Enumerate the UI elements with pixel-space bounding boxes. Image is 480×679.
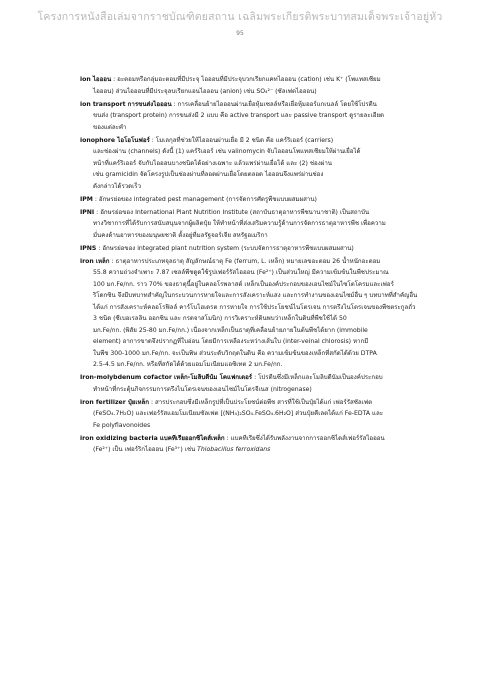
entry-continuation: หน้าที่แคร์ริเออร์ จับกับไอออนบางชนิดได้อย่างเฉพาะ แล้วแพร่ผ่านเยื่อได้ และ (2) ช่องผ่าน (93, 159, 332, 167)
entry-continuation: ไอออน) ส่วนไอออนที่มีประจุลบเรียกแอนไอออน (anion) เช่น SO₄²⁻ (ซัลเฟตไอออน) (93, 87, 317, 95)
entry-term: iron oxidizing bacteria แบคทีเรียออกซิไดส์เหล็ก (80, 434, 225, 442)
glossary-entry-iron-oxidizing-bacteria (80, 433, 450, 456)
entry-continuation: ของแต่ละคำ (93, 123, 127, 131)
entry-continuation: มก.Fe/กก. (พิสัย 25-80 มก.Fe/กก.) เนื่องจากเหล็กเป็นธาตุที่เคลื่อนย้ายภายในต้นพืชได้ยาก (immobile (93, 326, 368, 334)
entry-continuation: เช่น gramicidin จัดโครงรูปเป็นช่องผ่านที่ลอดผ่านเยื่อโดยตลอด ไอออนจึงแพร่ผ่านช่อง (93, 171, 324, 178)
entry-definition: : อะตอมหรือกลุ่มอะตอมที่มีประจุ ไอออนที่มีประจุบวกเรียกแคทไอออน (cation) เช่น K⁺ (โพแทสเซียม (113, 76, 381, 83)
entry-continuation: 2.5-4.5 มก.Fe/กก. หรือที่สกัดได้ด้วยแอมโมเนียมแอซิเทต 2 มก.Fe/กก. (93, 361, 283, 368)
entry-continuation: element) อาการขาดจึงปรากฏที่ใบอ่อน โดยมีการเหลืองระหว่างเส้นใบ (inter-veinal chlorosis) หากมี (93, 338, 369, 345)
glossary-entry-iron-molybdenum-cofactor (80, 372, 450, 395)
entry-definition: : ธาตุอาหารประเภทจุลธาตุ สัญลักษณ์ธาตุ Fe (ferrum, L. เหล็ก) หมายเลขอะตอม 26 น้ำหนักอะตอม (111, 257, 381, 265)
entry-term: IPM (80, 195, 93, 203)
entry-definition: : อักษรย่อของ integrated pest management (การจัดการศัตรูพืชแบบผสมผสาน) (94, 195, 317, 203)
entry-continuation: ในพืช 300-1000 มก.Fe/กก. จะเป็นพิษ ส่วนระดับวิกฤตในดิน คือ ความเข้มข้นของเหล็กที่สกัดได้ด้วย DTPA (93, 349, 377, 357)
entry-definition: : สารประกอบซึ่งมีเหล็กรูปที่เป็นประโยชน์ต่อพืช สารที่ใช้เป็นปุ๋ยได้แก่ เฟอร์รัสซัลเฟต (150, 398, 373, 406)
glossary-entry-iron-fertilizer (80, 397, 450, 432)
glossary-entry-ipm (80, 194, 450, 206)
entry-definition: : อักษรย่อของ International Plant Nutrition Institute (สถาบันธาตุอาหารพืชนานาชาติ) เป็นสถาบัน (96, 208, 370, 216)
entry-term: ionophore ไอโอโนฟอร์ (80, 136, 150, 144)
glossary-entry-ion-transport (80, 99, 450, 134)
entry-term: iron เหล็ก (80, 257, 110, 265)
entry-continuation: 100 มก.Fe/กก. ราว 70% ของธาตุนี้อยู่ในคลอโรพลาสต์ เหล็กเป็นองค์ประกอบของเอนไซม์ในไซโตโครมและเฟอร์ (93, 280, 394, 288)
glossary-entry-iron (80, 256, 450, 371)
entry-continuation: ได้แก่ การสังเคราะห์คลอโรฟิลล์ คาร์โบไฮเดรต การหายใจ การใช้ประโยชน์ไนโตรเจน การตรึงไนโตรเจนของพืชตระกูลถั่ว (93, 303, 416, 311)
entry-term: ion ไอออน (80, 76, 112, 83)
entry-continuation-text: (Fe²⁺) เป็น เฟอร์ริกไอออน (Fe³⁺) เช่น (93, 446, 198, 453)
entry-definition: : แบคทีเรียซึ่งได้รับพลังงานจากการออกซิไดส์เฟอร์รัสไอออน (226, 434, 385, 442)
entry-term: iron fertilizer ปุ๋ยเหล็ก (80, 398, 150, 406)
entry-continuation: ขนส่ง (transport protein) การขนส่งมี 2 แบบ คือ active transport และ passive transport ดูรายละเอียด (93, 112, 385, 119)
glossary-entry-ion (80, 74, 450, 97)
glossary-entry-ipns (80, 243, 450, 255)
entry-term: Iron-molybdenum cofactor เหล็ก-โมลิบดีนัม โคแฟกเตอร์ (80, 374, 253, 381)
entry-continuation (93, 444, 450, 456)
glossary-entry-ipni (80, 207, 450, 242)
entry-continuation: ดังกล่าวได้รวดเร็ว (93, 182, 142, 190)
entry-continuation: ริโดกซิน จึงมีบทบาทสำคัญในกระบวนการหายใจและการสังเคราะห์แสง และการทำงานของเอนไซม์อื่น ๆ บทบาทที่สำคัญอื่น (93, 292, 418, 299)
entry-definition: : การเคลื่อนย้ายไอออนผ่านเยื่อหุ้มเซลล์หรือเยื่อหุ้มออร์แกเนลล์ โดยใช้โปรตีน (173, 100, 377, 108)
running-header: โครงการหนังสือเล่มจากราชบัณฑิตยสถาน เฉลิมพระเกียรติพระบาทสมเด็จพระเจ้าอยู่หัว (37, 11, 443, 23)
entry-term: IPNS (80, 244, 97, 252)
entry-definition: : โมเลกุลที่ช่วยให้ไอออนผ่านเยื่อ มี 2 ชนิด คือ แคร์ริเออร์ (carriers) (151, 136, 334, 144)
entry-continuation: มั่นคงด้านอาหารของมนุษยชาติ ตั้งอยู่ที่มลรัฐจอร์เจีย สหรัฐอเมริกา (93, 231, 268, 239)
species-name: Thiobacillus ferroxidans (197, 446, 271, 453)
page-number: 95 (236, 30, 244, 37)
entry-continuation: Fe polyflavonoides (93, 421, 151, 429)
entry-continuation: 3 ชนิด (ซีเบอเรลลิน ออกซิน และ กรดจาสโมนิก) การวิเคราะห์ดินพบว่าเหล็กในดินที่พืชใช้ได้ 50 (93, 315, 347, 322)
entry-continuation: 55.8 ความถ่วงจำเพาะ 7.87 เซลล์พืชดูดใช้รูปเฟอร์รัสไอออน (Fe²⁺) เป็นส่วนใหญ่ มีความเข้มข้นในพืชประมาณ (93, 269, 389, 276)
entry-continuation: ทำหน้าที่กระตุ้นกิจกรรมการตรึงไนโตรเจนของเอนไซม์ไนโตรจีเนส (nitrogenase) (93, 385, 312, 393)
entry-continuation: (FeSO₄.7H₂O) และเฟอร์รัสแอมโมเนียมซัลเฟต [(NH₄)₂SO₄.FeSO₄.6H₂O] ส่วนปุ๋ยคีเลตได้แก่ Fe-EDTA และ (93, 410, 384, 417)
entry-definition: : อักษรย่อของ integrated plant nutrition system (ระบบจัดการธาตุอาหารพืชแบบผสมผสาน) (98, 244, 354, 252)
entry-continuation: และช่องผ่าน (channels) ดังนี้ (1) แคร์ริเออร์ เช่น valinomycin จับไอออนโพแทสเซียมให้ผ่านเยื่อได้ (93, 148, 361, 155)
glossary-entry-ionophore (80, 135, 450, 193)
glossary-body (80, 74, 450, 457)
entry-definition: : โปรตีนซึ่งมีเหล็กและโมลิบดีนัมเป็นองค์ประกอบ (254, 374, 383, 381)
entry-term: ion transport การขนส่งไอออน (80, 100, 172, 108)
entry-continuation: ทางวิชาการที่ได้รับการสนับสนุนจากผู้ผลิตปุ๋ย ให้ทำหน้าที่ส่งเสริมความรู้ด้านการจัดการธาตุอาหารพืช เพื่อความ (93, 220, 386, 227)
entry-term: IPNI (80, 208, 95, 216)
